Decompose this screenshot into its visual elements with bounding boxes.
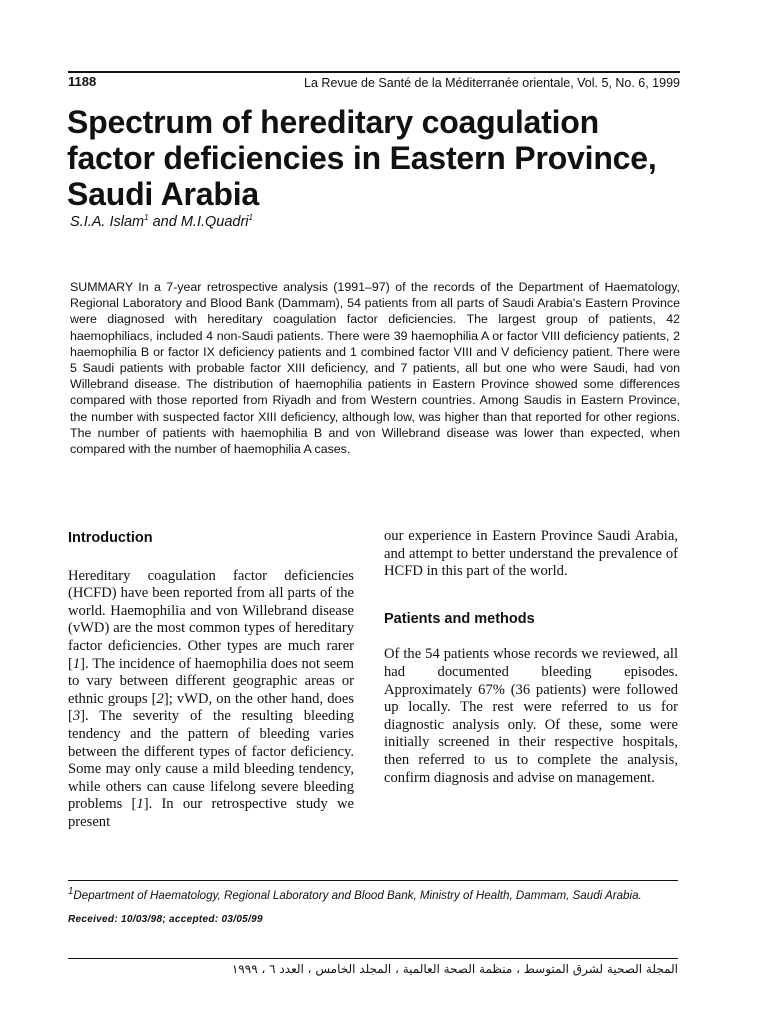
footnote-marker: 1 [68,886,74,897]
introduction-paragraph [68,568,354,832]
page-number: 1188 [68,74,97,89]
page-header [68,72,680,94]
summary-text: In a 7-year retrospective analysis (1991–97) of the records of the Department of Haematology, Regional Laboratory and Blood Bank (Dammam), 54 patients from all parts of Saudi Arabia's Eastern Province were diagnosed with hereditary coagulation factor deficiencies. The largest group of patients, 42 haemophiliacs, included 4 non-Saudi patients. There were 39 haemophilia A or factor VIII deficiency patients, 2 haemophilia B or factor IX deficiency patients and 1 combined factor VIII and V deficiency patient. There were 5 Saudi patients with probable factor XIII deficiency, and 7 patients, all but one who were Saudi, had von Willebrand disease. The distribution of haemophilia patients in Eastern Province showed some differences compared with those reported from Riyadh and from Western countries. Among Saudis in Eastern Province, the number with suspected factor XIII deficiency, although low, was higher than that reported for other regions. The number of patients with haemophilia B and von Willebrand disease was lower than expected, when compared with the number of haemophilia A cases. [70,280,680,457]
introduction-heading: Introduction [68,530,153,546]
authors-and: and [148,213,181,230]
footnote-rule [68,880,678,881]
running-head: La Revue de Santé de la Méditerranée orientale, Vol. 5, No. 6, 1999 [304,76,680,90]
intro-text-e: ]. In our retrospective study we present [68,796,354,830]
reference-4: 1 [136,796,144,813]
article-title: Spectrum of hereditary coagulation factor deficiencies in Eastern Province, Saudi Arabia [67,104,657,212]
introduction-continued: our experience in Eastern Province Saudi Arabia, and attempt to better understand the prevalence of HCFD in this part of the world. [384,528,678,580]
summary [70,279,680,457]
intro-text-d: ]. The severity of the resulting bleeding tendency and the pattern of bleeding varies between the different types of factor deficiency. Some may only cause a mild bleeding tendency, while others can cause lifelong severe bleeding problems [ [68,708,354,813]
bottom-rule [68,958,678,959]
author-2: M.I.Quadri [180,213,249,230]
arabic-running-footer: المجلة الصحية لشرق المتوسط ، منظمة الصحة العالمية ، المجلد الخامس ، العدد ٦ ، ١٩٩٩ [231,962,678,976]
summary-label: SUMMARY [70,280,133,294]
intro-text-a: Hereditary coagulation factor deficiencies (HCFD) have been reported from all parts of the world. Haemophilia and von Willebrand disease (vWD) are the most common types of hereditary factor deficiencies. Other types are much rarer [ [68,567,354,672]
received-dates: Received: 10/03/98; accepted: 03/05/99 [68,914,263,925]
intro-text-c: ]; vWD, on the other hand, does [ [68,690,354,725]
methods-paragraph: Of the 54 patients whose records we reviewed, all had documented bleeding episodes. Approximately 67% (36 patients) were followed up locally. The rest were referred to us for diagnostic analysis only. Of these, some were initially screened in their respective hospitals, then referred to us to complete the analysis, confirm diagnosis and advise on management. [384,646,678,786]
author-1: S.I.A. Islam [70,213,145,230]
methods-heading: Patients and methods [384,610,535,627]
reference-1: 1 [72,655,81,672]
reference-2: 2 [156,690,164,707]
footnote-text: Department of Haematology, Regional Laboratory and Blood Bank, Ministry of Health, Dammam, Saudi Arabia. [73,888,642,902]
author-2-affiliation: 1 [248,213,253,222]
author-1-affiliation: 1 [144,213,149,222]
reference-3: 3 [72,708,81,725]
authors [70,213,253,230]
affiliation-footnote [68,885,678,902]
intro-text-b: ]. The incidence of haemophilia does not seem to vary between different geographic areas or ethnic groups [ [68,655,354,707]
right-column [384,528,678,787]
left-column [68,530,354,832]
